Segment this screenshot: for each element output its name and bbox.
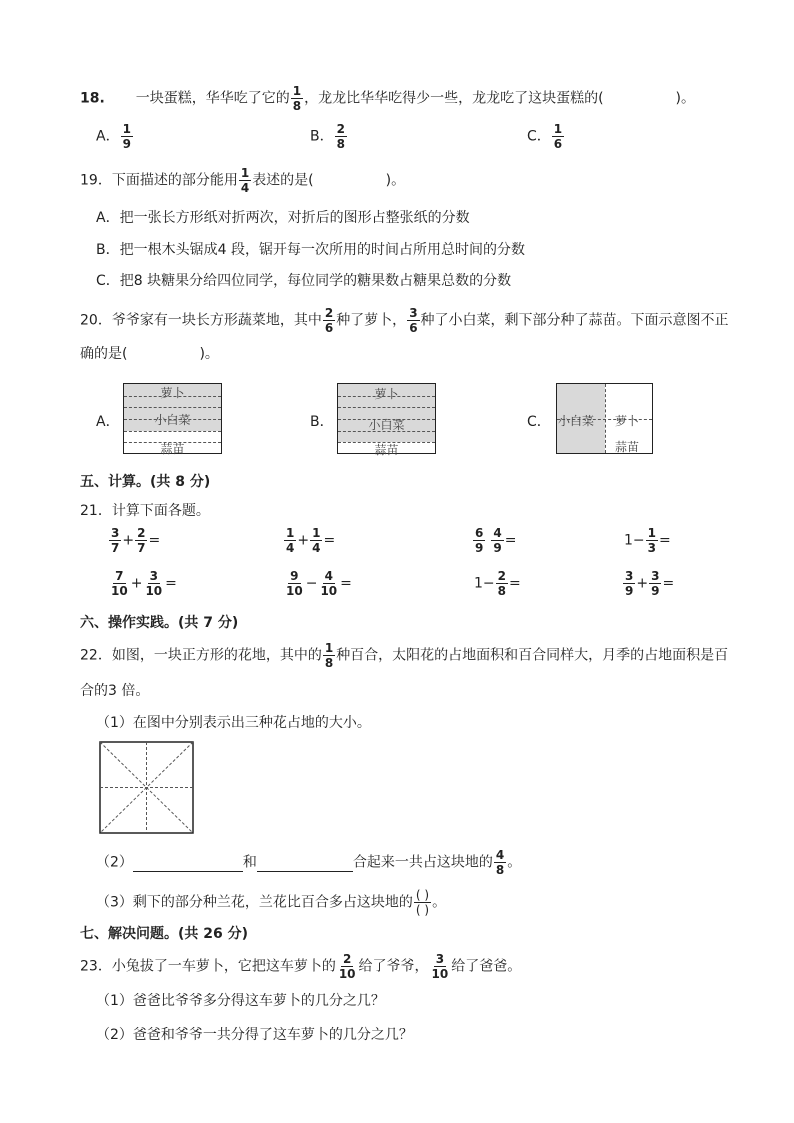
q22-square-figure[interactable] — [99, 741, 194, 834]
q20-figure-c-left: 小白菜 — [558, 414, 595, 428]
q18-option-b[interactable]: B． $\frac{2}{8}$ — [310, 122, 345, 151]
q20-figure-a-mid: 小白菜 — [154, 413, 191, 427]
fraction: $\frac{7}{10}$ — [111, 569, 128, 598]
q22-fraction: $\frac{1}{8}$ — [324, 641, 334, 670]
q20-figure-c[interactable] — [556, 383, 653, 454]
q20-figure-a-line — [124, 431, 221, 432]
q20-figure-a-line — [124, 396, 221, 397]
q20-figure-a-line — [124, 407, 221, 408]
q21-title: 21．计算下面各题。 — [80, 503, 210, 519]
fraction: $\frac{9}{10}$ — [286, 569, 303, 598]
q20-figure-a-line — [124, 419, 221, 420]
q20-figure-a[interactable] — [123, 383, 222, 454]
fraction: $\frac{3}{9}$ — [651, 569, 660, 598]
q23-stem: 23．小兔拔了一车萝卜，它把这车萝卜的 $\frac{2}{10}$ 给了爷爷， $\frac{3}{10}$ 给了爸爸。 — [80, 952, 522, 981]
q20-option-a-label[interactable]: A． — [96, 414, 120, 430]
q22-sub2-fraction: $\frac{4}{8}$ — [495, 848, 505, 877]
q22-stem: 22．如图，一块正方形的花地，其中的 $\frac{1}{8}$ 种百合，太阳花的占地面积和百合同样大，月季的占地面积是百 — [80, 641, 729, 670]
q22-stem-line2: 合的3 倍。 — [80, 683, 150, 699]
fraction: $\frac{4}{9}$ — [493, 526, 502, 555]
fraction: $\frac{1}{4}$ — [312, 526, 321, 555]
q20-figure-a-bot: 蒜苗 — [160, 442, 185, 456]
fraction: $\frac{2}{7}$ — [137, 526, 146, 555]
q21-expr-7[interactable]: 1− $\frac{2}{8}$ = — [474, 569, 521, 598]
q20-figure-b-top: 萝卜 — [374, 387, 399, 401]
q18-number: 18. — [80, 90, 105, 107]
q23-sub2: （2）爸爸和爷爷一共分得了这车萝卜的几分之几？ — [96, 1027, 413, 1043]
fraction: $\frac{1}{3}$ — [647, 526, 656, 555]
q22-sub2: （2） 和 合起来一共占这块地的 $\frac{4}{8}$ 。 — [96, 848, 522, 877]
fraction: $\frac{3}{10}$ — [145, 569, 163, 598]
q20-figure-b-line — [338, 431, 435, 432]
q22-sub1: （1）在图中分别表示出三种花占地的大小。 — [96, 715, 371, 731]
q20-fraction-2: $\frac{3}{6}$ — [409, 306, 418, 335]
fraction: $\frac{1}{4}$ — [286, 526, 295, 555]
q18-text-c: )。 — [675, 90, 696, 107]
fraction: $\frac{3}{9}$ — [625, 569, 634, 598]
section-5-title: 五、计算。(共 8 分) — [80, 474, 211, 490]
fraction: $\frac{2}{8}$ — [497, 569, 506, 598]
q21-expr-6[interactable]: $\frac{9}{10}$ − $\frac{4}{10}$ = — [286, 569, 352, 598]
q21-expr-1[interactable]: $\frac{3}{7}$ + $\frac{2}{7}$ = — [111, 526, 161, 555]
q23-fraction-2: $\frac{3}{10}$ — [431, 952, 449, 981]
q18-text-a: 一块蛋糕，华华吃了它的 — [135, 90, 290, 107]
q20-stem-line2: 确的是( )。 — [80, 346, 219, 362]
fraction: $\frac{4}{10}$ — [320, 569, 338, 598]
q18-text-b: ，龙龙比华华吃得少一些，龙龙吃了这块蛋糕的( — [304, 90, 604, 107]
fraction: $\frac{3}{7}$ — [111, 526, 120, 555]
q18-fraction: $\frac{1}{8}$ — [292, 84, 302, 113]
q20-fraction-1: $\frac{2}{6}$ — [324, 306, 334, 335]
section-6-title: 六、操作实践。(共 7 分) — [80, 615, 239, 631]
q21-expr-2[interactable]: $\frac{1}{4}$ + $\frac{1}{4}$ = — [286, 526, 336, 555]
q22-sub3-answer-fraction[interactable]: $\frac{( )}{( )}$ — [415, 888, 430, 917]
q20-option-b-label[interactable]: B． — [310, 414, 334, 430]
q21-expr-4[interactable]: 1− $\frac{1}{3}$ = — [624, 526, 671, 555]
fraction: $\frac{6}{9}$ — [475, 526, 484, 555]
q19-option-a[interactable]: A．把一张长方形纸对折两次，对折后的图形占整张纸的分数 — [96, 210, 470, 226]
q20-stem: 20．爷爷家有一块长方形蔬菜地，其中 $\frac{2}{6}$ 种了萝卜， $\frac{3}{6}$ 种了小白菜，剩下部分种了蒜苗。下面示意图不正 — [80, 306, 729, 335]
q20-option-c-label[interactable]: C． — [527, 414, 551, 430]
q21-expr-5[interactable]: $\frac{7}{10}$ + $\frac{3}{10}$ = — [111, 569, 177, 598]
q20-figure-a-top: 萝卜 — [160, 386, 185, 400]
q21-expr-8[interactable]: $\frac{3}{9}$ + $\frac{3}{9}$ = — [625, 569, 675, 598]
q19-stem: 19．下面描述的部分能用 $\frac{1}{4}$ 表述的是( )。 — [80, 166, 406, 195]
q22-blank-2[interactable] — [257, 855, 353, 872]
q23-sub1: （1）爸爸比爷爷多分得这车萝卜的几分之几？ — [96, 993, 385, 1009]
q21-expr-3[interactable]: $\frac{6}{9}$ $\frac{4}{9}$ = — [475, 526, 517, 555]
q18-option-a[interactable]: A． $\frac{1}{9}$ — [96, 122, 131, 151]
q18-stem — [80, 84, 695, 113]
q22-blank-1[interactable] — [133, 855, 243, 872]
q20-figure-c-right-top: 萝卜 — [615, 414, 640, 428]
q22-sub3: （3）剩下的部分种兰花，兰花比百合多占这块地的 $\frac{( )}{( )}$ 。 — [96, 888, 447, 917]
q20-figure-b-line — [338, 396, 435, 397]
q19-fraction: $\frac{1}{4}$ — [240, 166, 250, 195]
q20-figure-b-mid: 小白菜 — [368, 418, 405, 432]
q23-fraction-1: $\frac{2}{10}$ — [338, 952, 356, 981]
q20-figure-c-right-bot: 蒜苗 — [615, 440, 640, 454]
q18-option-c[interactable]: C． $\frac{1}{6}$ — [527, 122, 563, 151]
q20-figure-b[interactable] — [337, 383, 436, 457]
section-7-title: 七、解决问题。(共 26 分) — [80, 926, 249, 942]
q19-option-b[interactable]: B．把一根木头锯成4 段，锯开每一次所用的时间占所用总时间的分数 — [96, 242, 525, 258]
q20-figure-b-line — [338, 407, 435, 408]
q19-option-c[interactable]: C．把8 块糖果分给四位同学，每位同学的糖果数占糖果总数的分数 — [96, 273, 512, 289]
q20-figure-b-bot: 蒜苗 — [374, 443, 399, 457]
